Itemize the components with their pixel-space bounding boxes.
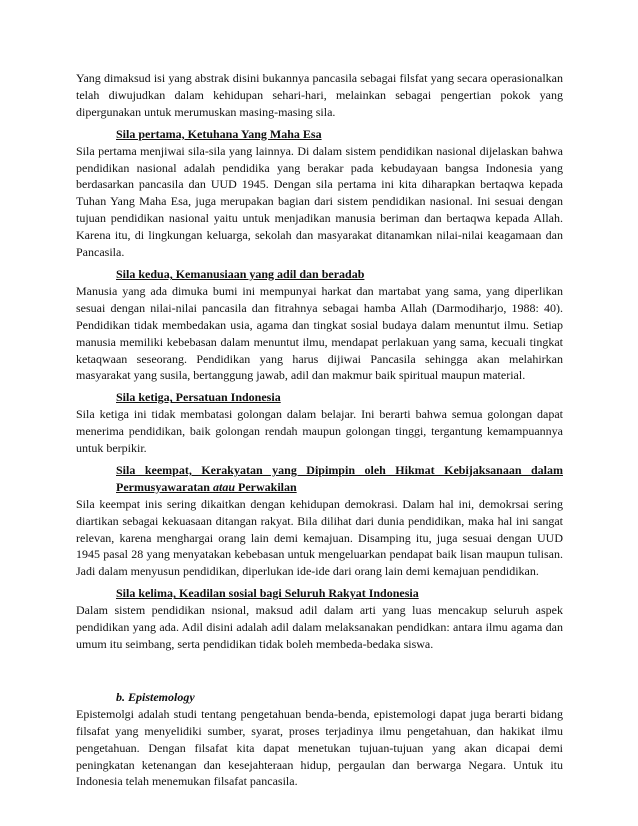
document-page [76,70,563,790]
sila4-heading-part-b: Perwakilan [238,479,297,494]
intro-paragraph: Yang dimaksud isi yang abstrak disini bukannya pancasila sebagai filsfat yang secara operasionalkan telah diwujudkan dalam kehidupan sehari-hari, melainkan sebagai pengertian pokok yang dipergunakan untuk merumuskan masing-masing sila. [76,71,563,119]
sila4-paragraph: Sila keempat inis sering dikaitkan dengan kehidupan demokrasi. Dalam hal ini, demokrsai sering diartikan sebagai kekuasaan ditangan rakyat. Bila dilihat dari dunia pendidikan, maka hal ini sangat relevan, karena menghargai orang lain demi kemajuan. Disamping itu, juga sesuai dengan UUD 1945 pasal 28 yang menyatakan kebebasan untuk mengeluarkan pendapat baik lisan maupun tulisan. Jadi dalam menyusun pendidikan, diperlukan ide-ide dari orang lain demi kemajuan pendidikan. [76,496,563,579]
sila3-paragraph: Sila ketiga ini tidak membatasi golongan dalam belajar. Ini berarti bahwa semua golongan dapat menerima pendidikan, baik golongan rendah maupun golongan tinggi, tergantung kemampuannya untuk berpikir. [76,407,563,456]
epistemology-heading: b. Epistemology [116,689,195,704]
epistemology-paragraph: Epistemolgi adalah studi tentang pengetahuan benda-benda, epistemologi dapat juga berarti bidang filsafat yang menyelidiki sumber, syarat, proses terjadinya ilmu pengetahuan, dan hakikat ilmu pengetahuan. Dengan filsafat kita dapat menetukan tujuan-tujuan yang akan dicapai demi peningkatan ketenangan dan kesejahteraan hidup, pergaulan dan berwarga Negara. Untuk itu Indonesia telah menemukan filsafat pancasila. [76,706,563,789]
sila5-heading: Sila kelima, Keadilan sosial bagi Seluruh Rakyat Indonesia [116,586,419,601]
sila2-heading: Sila kedua, Kemanusiaan yang adil dan beradab [116,266,365,281]
sila5-paragraph: Dalam sistem pendidikan nsional, maksud adil dalam arti yang luas mencakup seluruh aspek pendidikan yang ada. Adil disini adalah adil dalam melaksanakan pendidkan: antara ilmu agama dan umum itu seimbang, serta pendidikan tidak boleh membeda-bedaka siswa. [76,603,563,651]
sila1-paragraph: Sila pertama menjiwai sila-sila yang lainnya. Di dalam sistem pendidikan nasional dijelaskan bahwa pendidikan nasional adalah pendidika yang berakar pada kebudayaan bangsa Indonesia yang berdasarkan pancasila dan UUD 1945. Dengan sila pertama ini kita diharapkan bertaqwa kepada Tuhan Yang Maha Esa, juga merupakan bagian dari sistem pendidikan nasional. Ini sesuai dengan tujuan pendidikan nasional yaitu untuk menjadikan manusia beriman dan bertaqwa kepada Allah. Karena itu, di lingkungan keluarga, sekolah dan masyarakat ditanamkan nilai-nilai keagamaan dan Pancasila. [76,143,563,260]
sila1-heading: Sila pertama, Ketuhana Yang Maha Esa [116,126,322,141]
sila4-heading-part-a: Sila keempat, Kerakyatan yang Dipimpin oleh Hikmat Kebijaksanaan dalam Permusyawaratan [116,462,563,494]
sila3-heading: Sila ketiga, Persatuan Indonesia [116,390,281,405]
sila2-paragraph: Manusia yang ada dimuka bumi ini mempunyai harkat dan martabat yang sama, yang diperlikan sesuai dengan nilai-nilai pancasila dan fitrahnya sebagai hamba Allah (Darmodiharjo, 1988: 40). Pendidikan tidak membedakan usia, agama dan tingkat sosial budaya dalam menuntut ilmu. Setiap manusia memiliki kebebasan dalam menuntut ilmu, mendapat perlakuan yang sama, kecuali tingkat ketaqwaan seseorang. Pendidikan yang harus dijiwai Pancasila sehingga akan melahirkan masyarakat yang susila, bertanggung jawab, adil dan makmur baik spiritual maupun material. [76,283,563,383]
sila4-heading-italic: atau [212,479,235,494]
sila4-heading [76,462,563,496]
